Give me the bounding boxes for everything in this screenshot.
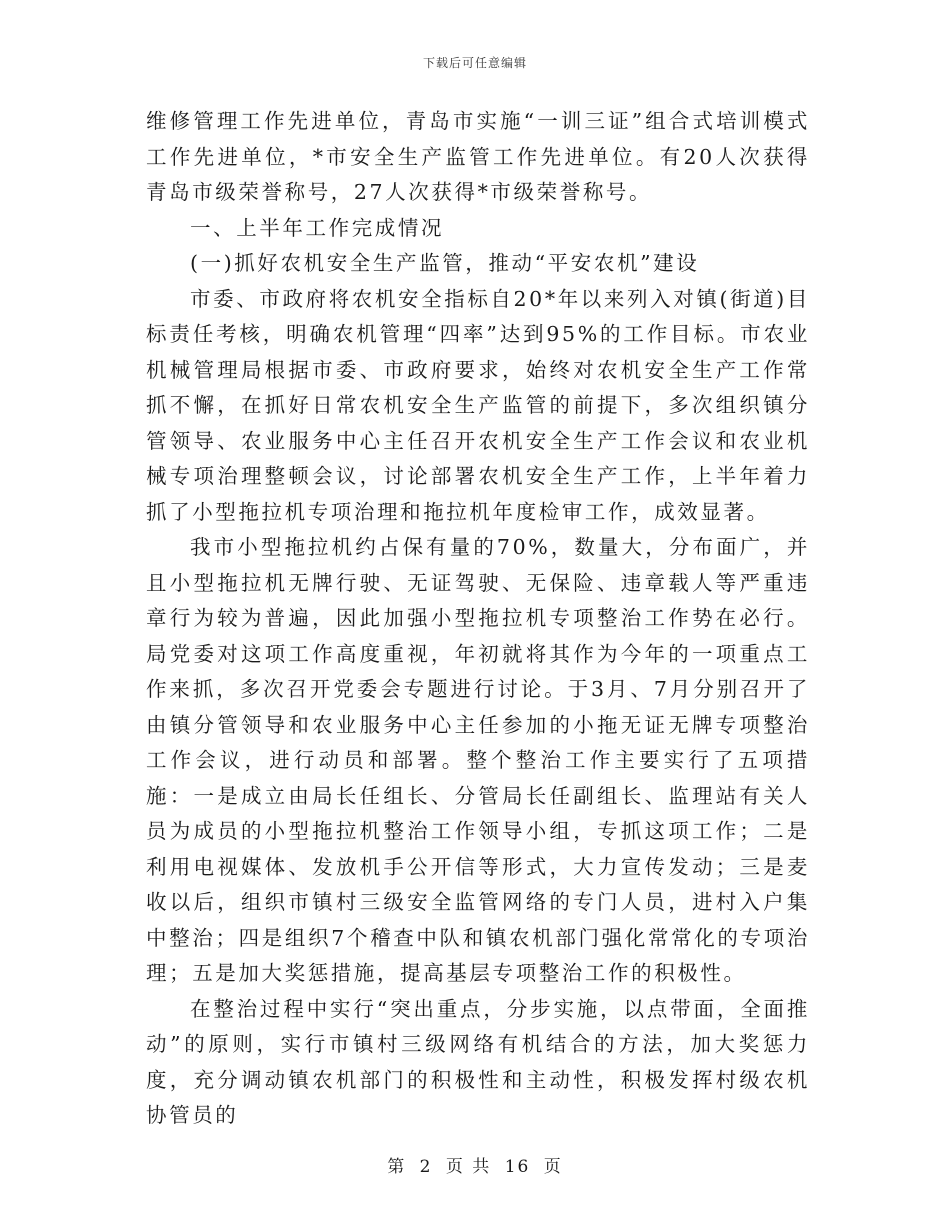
page-number-footer <box>0 1152 950 1177</box>
footer-prefix: 第 <box>387 1157 407 1177</box>
footer-suffix: 页 <box>543 1157 563 1177</box>
document-body <box>146 104 810 1134</box>
paragraph-continuation: 维修管理工作先进单位，青岛市实施“一训三证”组合式培训模式工作先进单位，*市安全生产监管工作先进单位。有20人次获得青岛市级荣誉称号，27人次获得*市级荣誉称号。 <box>146 109 810 204</box>
header-note: 下载后可任意编辑 <box>422 56 527 70</box>
paragraph: 在整治过程中实行“突出重点，分步实施，以点带面，全面推动”的原则，实行市镇村三级网络有机结合的方法，加大奖惩力度，充分调动镇农机部门的积极性和主动性，积极发挥村级农机协管员的 <box>146 996 810 1127</box>
subsection-heading: (一)抓好农机安全生产监管，推动“平安农机”建设 <box>190 251 700 275</box>
footer-total-pages: 16 <box>504 1157 531 1177</box>
section-heading: 一、上半年工作完成情况 <box>190 215 445 240</box>
paragraph: 我市小型拖拉机约占保有量的70%，数量大，分布面广，并且小型拖拉机无牌行驶、无证驾驶、无保险、违章载人等严重违章行为较为普遍，因此加强小型拖拉机专项整治工作势在必行。局党委对这项工作高度重视，年初就将其作为今年的一项重点工作来抓，多次召开党委会专题进行讨论。于3月、7月分别召开了由镇分管领导和农业服务中心主任参加的小拖无证无牌专项整治工作会议，进行动员和部署。整个整治工作主要实行了五项措施：一是成立由局长任组长、分管局长任副组长、监理站有关人员为成员的小型拖拉机整治工作领导小组，专抓这项工作；二是利用电视媒体、发放机手公开信等形式，大力宣传发动；三是麦收以后，组织市镇村三级安全监管网络的专门人员，进村入户集中整治；四是组织7个稽查中队和镇农机部门强化常常化的专项治理；五是加大奖惩措施，提高基层专项整治工作的积极性。 <box>146 535 810 985</box>
footer-page-number: 2 <box>419 1157 433 1177</box>
paragraph: 市委、市政府将农机安全指标自20*年以来列入对镇(街道)目标责任考核，明确农机管理“四率”达到95%的工作目标。市农业机械管理局根据市委、市政府要求，始终对农机安全生产工作常抓不懈，在抓好日常农机安全生产监管的前提下，多次组织镇分管领导、农业服务中心主任召开农机安全生产工作会议和农业机械专项治理整顿会议，讨论部署农机安全生产工作，上半年着力抓了小型拖拉机专项治理和拖拉机年度检审工作，成效显著。 <box>146 286 810 524</box>
footer-middle: 页 共 <box>445 1157 492 1177</box>
